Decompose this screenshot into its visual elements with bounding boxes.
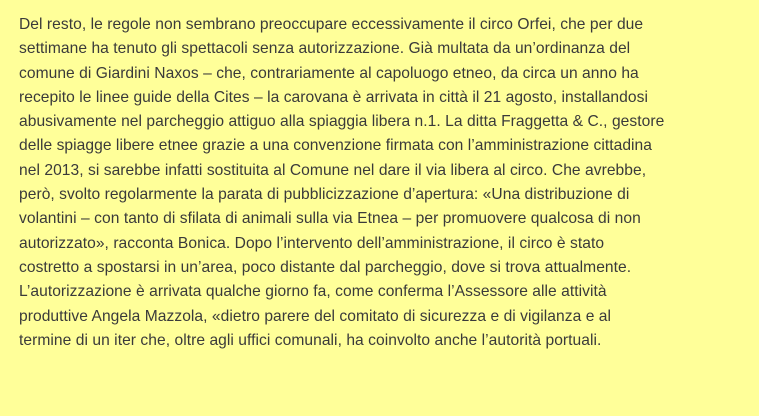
paragraph-line-4: recepito le linee guide della Cites – la carovana è arrivata in città il 21 agosto, installandosi: [19, 88, 648, 106]
paragraph-line-5: abusivamente nel parcheggio attiguo alla spiaggia libera n.1. La ditta Fraggetta & C., gestore: [19, 113, 665, 131]
paragraph-line-9: volantini – con tanto di sfilata di animali sulla via Etnea – per promuovere qualcosa di non: [19, 210, 641, 228]
paragraph-line-2: settimane ha tenuto gli spettacoli senza autorizzazione. Già multata da un’ordinanza del: [19, 40, 631, 58]
article-paragraph: [19, 13, 759, 353]
paragraph-line-3: comune di Giardini Naxos – che, contrariamente al capoluogo etneo, da circa un anno ha: [19, 64, 639, 82]
paragraph-line-8: però, svolto regolarmente la parata di pubblicizzazione d’apertura: «Una distribuzione di: [19, 186, 630, 204]
paragraph-line-10: autorizzato», racconta Bonica. Dopo l’intervento dell’amministrazione, il circo è stato: [19, 234, 605, 252]
paragraph-line-11: costretto a spostarsi in un’area, poco distante dal parcheggio, dove si trova attualmente.: [19, 258, 632, 276]
paragraph-line-1: Del resto, le regole non sembrano preoccupare eccessivamente il circo Orfei, che per due: [19, 16, 644, 33]
paragraph-line-12: L’autorizzazione è arrivata qualche giorno fa, come conferma l’Assessore alle attività: [19, 283, 607, 301]
paragraph-line-7: nel 2013, si sarebbe infatti sostituita al Comune nel dare il via libera al circo. Che avrebbe,: [19, 161, 647, 179]
paragraph-line-14: termine di un iter che, oltre agli uffici comunali, ha coinvolto anche l’autorità portuali.: [19, 331, 602, 349]
paragraph-line-13: produttive Angela Mazzola, «dietro parere del comitato di sicurezza e di vigilanza e al: [19, 307, 612, 325]
paragraph-line-6: delle spiagge libere etnee grazie a una convenzione firmata con l’amministrazione cittadina: [19, 137, 652, 155]
